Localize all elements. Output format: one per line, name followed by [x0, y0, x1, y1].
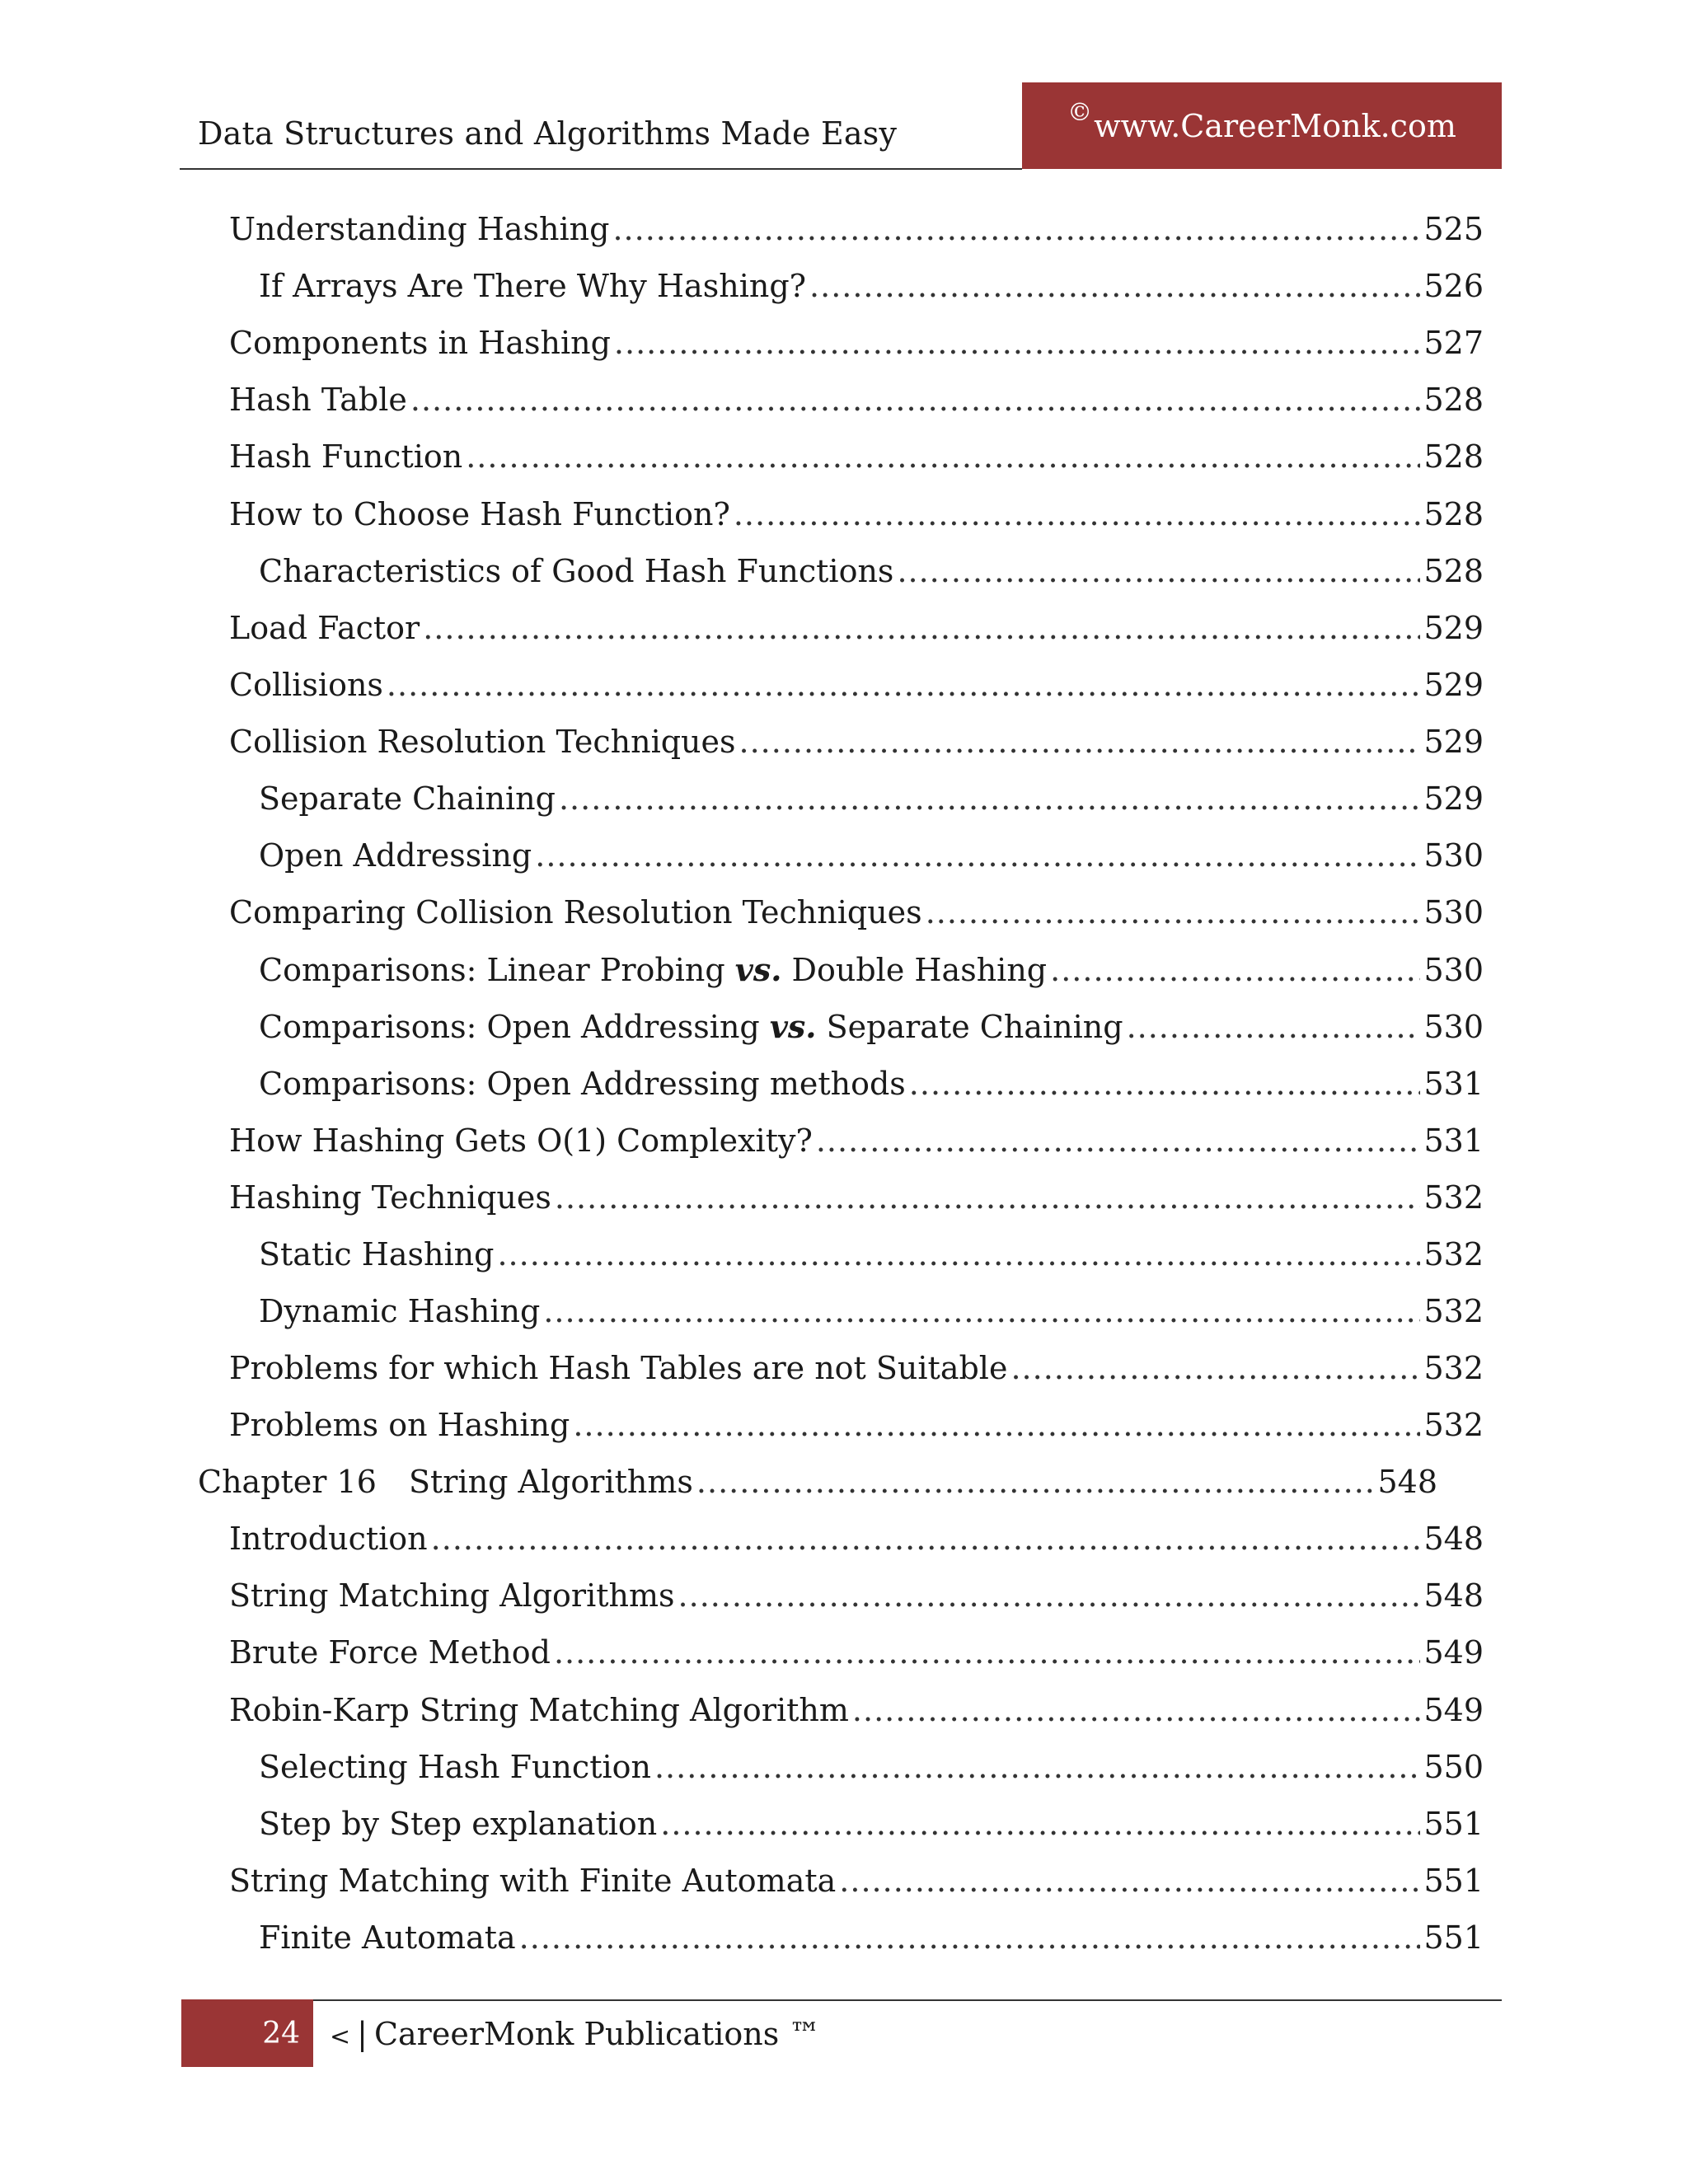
toc-entry-title [259, 951, 1047, 988]
website-text: www.CareerMonk.com [1094, 107, 1456, 144]
dot-leader [734, 496, 1421, 532]
dot-leader [696, 1464, 1375, 1500]
toc-page-number: 532 [1423, 1236, 1484, 1272]
toc-entry-title: Open Addressing [259, 837, 532, 874]
dot-leader [897, 553, 1420, 589]
toc-entry-title: Characteristics of Good Hash Functions [259, 553, 894, 589]
toc-entry[interactable] [229, 496, 1484, 546]
toc-entry-title: Robin-Karp String Matching Algorithm [229, 1692, 849, 1728]
separator: | [357, 2016, 368, 2052]
dot-leader [431, 1521, 1421, 1557]
toc-entry-title: Comparing Collision Resolution Techniques [229, 894, 922, 930]
toc-entry[interactable] [259, 1806, 1484, 1855]
toc-entry-title: Collision Resolution Techniques [229, 724, 736, 760]
toc-entry[interactable] [259, 553, 1484, 602]
dot-leader [554, 1634, 1421, 1671]
toc-entry-title: Hash Function [229, 438, 463, 475]
toc-page-number: 550 [1423, 1749, 1484, 1785]
toc-entry-title: Problems for which Hash Tables are not Suitable [229, 1350, 1008, 1386]
toc-entry[interactable] [259, 1008, 1484, 1057]
toc-entry[interactable] [259, 780, 1484, 830]
toc-entry[interactable] [229, 1863, 1484, 1912]
toc-entry-title: Finite Automata [259, 1919, 516, 1956]
toc-entry[interactable] [259, 951, 1484, 1001]
dot-leader [559, 780, 1421, 817]
chapter-title: String Algorithms [409, 1464, 693, 1500]
toc-entry-title: Introduction [229, 1521, 428, 1557]
toc-entry-title [259, 1008, 1123, 1045]
toc-page-number: 529 [1423, 610, 1484, 646]
toc-entry-title: How Hashing Gets O(1) Complexity? [229, 1122, 813, 1159]
toc-entry-title: Brute Force Method [229, 1634, 551, 1671]
toc-page-number: 531 [1423, 1066, 1484, 1102]
dot-leader [1010, 1350, 1420, 1386]
toc-entry[interactable] [229, 211, 1484, 260]
toc-page-number: 526 [1423, 268, 1484, 304]
dot-leader [1127, 1009, 1421, 1045]
dot-leader [387, 667, 1421, 703]
dot-leader [543, 1293, 1420, 1329]
dot-leader [573, 1407, 1420, 1443]
toc-entry-title: Components in Hashing [229, 325, 611, 361]
toc-entry-title: How to Choose Hash Function? [229, 496, 730, 532]
toc-page-number: 528 [1423, 553, 1484, 589]
nav-symbol: < [330, 2022, 351, 2051]
header-rule [180, 168, 1022, 170]
toc-page-number: 525 [1423, 211, 1484, 247]
publisher-name: CareerMonk Publications ™ [373, 2016, 821, 2052]
toc-page-number: 532 [1423, 1179, 1484, 1216]
dot-leader [614, 325, 1421, 361]
dot-leader [660, 1806, 1420, 1842]
toc-title-part: Comparisons: Linear Probing [259, 952, 735, 988]
toc-entry[interactable] [259, 268, 1484, 317]
toc-page-number: 551 [1423, 1806, 1484, 1842]
dot-leader [654, 1749, 1421, 1785]
dot-leader [466, 438, 1420, 475]
dot-leader [423, 610, 1420, 646]
page-number: 24 [262, 2016, 300, 2050]
toc-entry[interactable] [229, 610, 1484, 659]
toc-entry[interactable] [229, 325, 1484, 374]
toc-entry[interactable] [259, 837, 1484, 887]
toc-entry[interactable] [229, 894, 1484, 944]
toc-entry-title: String Matching with Finite Automata [229, 1863, 837, 1899]
toc-entry[interactable] [229, 1350, 1484, 1399]
toc-title-emphasis: vs. [734, 951, 782, 988]
dot-leader [612, 211, 1420, 247]
toc-entry-title: Step by Step explanation [259, 1806, 658, 1842]
toc-page-number: 551 [1423, 1863, 1484, 1899]
dot-leader [816, 1122, 1421, 1159]
dot-leader [555, 1179, 1421, 1216]
toc-page-number: 548 [1423, 1577, 1484, 1614]
toc-entry-title: Dynamic Hashing [259, 1293, 541, 1329]
toc-page-number: 532 [1423, 1350, 1484, 1386]
dot-leader [678, 1577, 1421, 1614]
dot-leader [519, 1919, 1421, 1956]
toc-title-part: Comparisons: Open Addressing [259, 1009, 770, 1045]
toc-page-number: 529 [1423, 667, 1484, 703]
toc-entry-title: Static Hashing [259, 1236, 495, 1272]
dot-leader [535, 837, 1420, 874]
toc-page-number: 531 [1423, 1122, 1484, 1159]
toc-entry-title: Selecting Hash Function [259, 1749, 651, 1785]
toc-entry[interactable] [229, 1634, 1484, 1684]
toc-page-number: 530 [1423, 837, 1484, 874]
toc-entry-title: Hash Table [229, 382, 407, 418]
toc-entry-title: Load Factor [229, 610, 420, 646]
dot-leader [809, 268, 1420, 304]
toc-entry-title: Comparisons: Open Addressing methods [259, 1066, 906, 1102]
toc-page-number: 528 [1423, 438, 1484, 475]
toc-page-number: 528 [1423, 496, 1484, 532]
toc-entry[interactable] [229, 1179, 1484, 1229]
toc-entry[interactable] [229, 667, 1484, 716]
toc-page-number: 549 [1423, 1634, 1484, 1671]
toc-entry[interactable] [229, 1577, 1484, 1627]
toc-entry-title: Problems on Hashing [229, 1407, 570, 1443]
toc-page-number: 532 [1423, 1293, 1484, 1329]
toc-entry[interactable] [259, 1293, 1484, 1343]
chapter-number: Chapter 16 [198, 1464, 377, 1500]
toc-entry[interactable] [229, 1692, 1484, 1741]
toc-page-number: 532 [1423, 1407, 1484, 1443]
toc-page-number: 530 [1423, 1009, 1484, 1045]
dot-leader [739, 724, 1421, 760]
dot-leader [852, 1692, 1421, 1728]
dot-leader [839, 1863, 1420, 1899]
toc-entry-title: If Arrays Are There Why Hashing? [259, 268, 807, 304]
toc-entry-title: Collisions [229, 667, 383, 703]
toc-title-emphasis: vs. [769, 1008, 817, 1045]
toc-entry[interactable] [229, 382, 1484, 431]
dot-leader [909, 1066, 1421, 1102]
toc-entry[interactable] [259, 1236, 1484, 1286]
toc-page-number: 551 [1423, 1919, 1484, 1956]
toc-entry-title [198, 1464, 693, 1500]
website-banner [1022, 82, 1502, 169]
toc-title-part: Double Hashing [781, 952, 1048, 988]
dot-leader [926, 894, 1421, 930]
toc-page-number: 548 [1423, 1521, 1484, 1557]
toc-entry-title: Separate Chaining [259, 780, 556, 817]
toc-entry[interactable] [259, 1066, 1484, 1115]
copyright-symbol: © [1067, 98, 1093, 127]
toc-page-number: 529 [1423, 724, 1484, 760]
toc-entry[interactable] [259, 1919, 1484, 1969]
toc-entry[interactable] [229, 1521, 1484, 1570]
toc-page-number: 530 [1423, 952, 1484, 988]
footer-rule [313, 1999, 1502, 2001]
toc-chapter-row[interactable] [198, 1464, 1437, 1513]
dot-leader [410, 382, 1421, 418]
toc-entry-title: String Matching Algorithms [229, 1577, 675, 1614]
toc-entry-title: Understanding Hashing [229, 211, 610, 247]
toc-entry[interactable] [229, 1122, 1484, 1172]
toc-entry[interactable] [229, 1407, 1484, 1456]
toc-entry[interactable] [229, 438, 1484, 488]
toc-page-number: 549 [1423, 1692, 1484, 1728]
footer-publisher [330, 2016, 820, 2052]
toc-page-number: 530 [1423, 894, 1484, 930]
dot-leader [1050, 952, 1420, 988]
toc-page-number: 527 [1423, 325, 1484, 361]
page-number-box [181, 1999, 313, 2067]
toc-page-number: 529 [1423, 780, 1484, 817]
dot-leader [497, 1236, 1420, 1272]
toc-entry-title: Hashing Techniques [229, 1179, 551, 1216]
toc-entry[interactable] [259, 1749, 1484, 1798]
book-title: Data Structures and Algorithms Made Easy [198, 115, 898, 152]
toc-page-number: 528 [1423, 382, 1484, 418]
toc-entry[interactable] [229, 724, 1484, 773]
toc-title-part: Separate Chaining [816, 1009, 1123, 1045]
toc-page-number: 548 [1377, 1464, 1437, 1500]
